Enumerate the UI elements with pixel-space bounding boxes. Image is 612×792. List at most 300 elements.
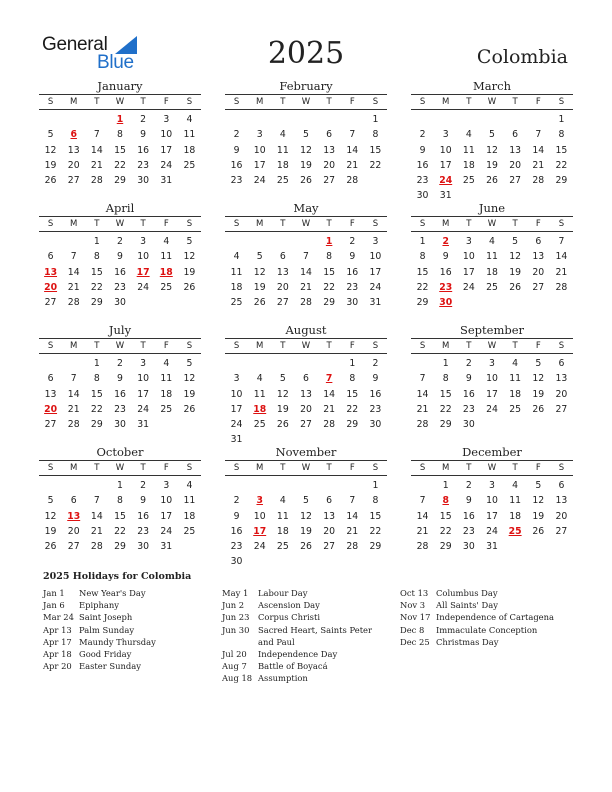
- day-cell: 13: [323, 144, 336, 156]
- month-title: May: [293, 201, 319, 215]
- weekday-label: S: [372, 97, 379, 107]
- day-cell: 20: [323, 159, 336, 171]
- day-cell: 29: [114, 541, 126, 553]
- day-cell: 11: [160, 251, 173, 263]
- holiday-day-cell: 13: [44, 266, 58, 278]
- day-cell: 1: [442, 480, 449, 491]
- month-title: December: [462, 445, 522, 459]
- weekday-label: S: [47, 97, 54, 107]
- day-cell: 16: [416, 159, 429, 171]
- day-cell: 26: [276, 419, 289, 431]
- day-cell: 6: [326, 129, 333, 141]
- holiday-row: [43, 587, 213, 599]
- weekday-label: T: [94, 341, 100, 351]
- holiday-row: [222, 672, 387, 684]
- weekday-label: M: [70, 97, 78, 107]
- month-title: November: [275, 445, 337, 459]
- day-cell: 26: [183, 281, 196, 293]
- day-cell: 8: [117, 129, 123, 141]
- day-empty: [294, 478, 317, 493]
- generalblue-logo[interactable]: [42, 34, 142, 72]
- day-cell: 23: [114, 281, 126, 293]
- holiday-day-cell: 2: [442, 236, 449, 247]
- weekday-label: M: [442, 97, 450, 107]
- weekday-label: W: [301, 463, 311, 473]
- weekday-label: W: [115, 97, 125, 107]
- day-grid: [411, 234, 573, 310]
- day-cell: 16: [137, 144, 150, 156]
- day-cell: 15: [369, 510, 382, 522]
- day-cell: 8: [349, 373, 356, 385]
- day-cell: 9: [140, 495, 147, 507]
- weekday-label: T: [466, 463, 472, 473]
- day-empty: [85, 112, 108, 127]
- day-cell: 22: [323, 281, 336, 293]
- holiday-day-cell: 17: [253, 525, 267, 537]
- day-cell: 31: [486, 541, 498, 553]
- day-cell: 22: [369, 159, 382, 171]
- day-empty: [225, 234, 248, 249]
- day-cell: 16: [369, 388, 382, 400]
- day-cell: 20: [532, 266, 545, 278]
- day-cell: 16: [346, 266, 359, 278]
- day-cell: 22: [90, 403, 103, 415]
- holiday-day-cell: 30: [439, 297, 453, 309]
- weekday-header: [411, 338, 573, 354]
- day-grid: [225, 478, 387, 570]
- page-header: [0, 0, 612, 80]
- weekday-header: [39, 460, 201, 476]
- day-cell: 4: [279, 495, 286, 507]
- calendar-country: Colombia: [476, 46, 568, 68]
- weekday-label: M: [256, 97, 264, 107]
- day-cell: 18: [509, 510, 522, 522]
- weekday-header: [411, 216, 573, 232]
- day-cell: 31: [160, 541, 173, 553]
- day-cell: 12: [532, 373, 545, 385]
- day-cell: 1: [372, 114, 379, 125]
- months-grid: [39, 79, 574, 568]
- day-cell: 19: [253, 281, 266, 293]
- day-cell: 5: [535, 480, 542, 491]
- day-cell: 6: [303, 373, 309, 385]
- day-cell: 13: [555, 495, 568, 507]
- holiday-row: [222, 648, 387, 660]
- holiday-date: Jul 20: [222, 649, 247, 660]
- day-cell: 11: [509, 495, 522, 507]
- day-empty: [85, 478, 108, 493]
- day-cell: 7: [303, 251, 309, 263]
- holiday-name: Battle of Boyacá: [258, 661, 328, 672]
- day-cell: 19: [300, 159, 312, 171]
- weekday-label: W: [301, 97, 311, 107]
- day-cell: 24: [486, 403, 498, 415]
- day-cell: 11: [183, 129, 196, 141]
- day-cell: 1: [349, 358, 356, 369]
- day-cell: 23: [137, 525, 150, 537]
- holiday-row: [222, 611, 387, 623]
- month-title: September: [459, 323, 525, 337]
- holiday-list-title: 2025 Holidays for Colombia: [43, 571, 192, 582]
- day-empty: [225, 478, 248, 493]
- holiday-column: [222, 587, 387, 685]
- day-empty: [62, 234, 85, 249]
- day-cell: 30: [346, 297, 359, 309]
- day-cell: 9: [117, 251, 123, 263]
- day-cell: 9: [140, 129, 147, 141]
- day-cell: 15: [439, 510, 452, 522]
- holiday-row: [400, 624, 580, 636]
- day-cell: 6: [47, 373, 54, 385]
- weekday-label: W: [487, 463, 497, 473]
- day-grid: [225, 356, 387, 448]
- day-cell: 20: [300, 403, 312, 415]
- day-cell: 26: [532, 403, 545, 415]
- month-title: March: [473, 79, 511, 93]
- day-empty: [318, 356, 341, 371]
- day-cell: 11: [230, 266, 243, 278]
- weekday-label: M: [256, 219, 264, 229]
- weekday-label: T: [466, 219, 472, 229]
- month-july: [39, 323, 201, 432]
- day-cell: 17: [486, 388, 498, 400]
- day-cell: 25: [230, 297, 243, 309]
- day-cell: 24: [160, 525, 173, 537]
- weekday-label: F: [349, 463, 355, 473]
- day-cell: 10: [486, 373, 498, 385]
- day-cell: 26: [253, 297, 266, 309]
- weekday-label: T: [280, 219, 286, 229]
- day-cell: 8: [326, 251, 333, 263]
- day-cell: 10: [253, 510, 266, 522]
- day-cell: 10: [369, 251, 382, 263]
- weekday-header: [225, 94, 387, 110]
- holiday-row: [400, 636, 580, 648]
- day-cell: 18: [486, 266, 498, 278]
- month-august: [225, 323, 387, 448]
- weekday-label: T: [326, 97, 332, 107]
- day-cell: 2: [349, 236, 356, 247]
- day-cell: 14: [67, 388, 80, 400]
- day-empty: [457, 112, 480, 127]
- weekday-label: T: [94, 463, 100, 473]
- day-cell: 19: [532, 510, 545, 522]
- day-cell: 10: [486, 495, 498, 507]
- logo-text-blue: Blue: [97, 52, 134, 73]
- weekday-label: T: [280, 341, 286, 351]
- holiday-list: [43, 571, 583, 684]
- day-cell: 1: [117, 480, 123, 491]
- day-empty: [411, 356, 434, 371]
- holiday-date: Jan 1: [43, 588, 65, 598]
- day-cell: 20: [323, 525, 336, 537]
- day-cell: 18: [462, 159, 475, 171]
- day-cell: 6: [512, 129, 519, 141]
- day-cell: 2: [117, 358, 123, 369]
- day-cell: 3: [163, 114, 170, 125]
- day-cell: 17: [230, 403, 243, 415]
- day-cell: 28: [67, 297, 80, 309]
- day-cell: 4: [256, 373, 263, 385]
- day-cell: 24: [253, 541, 266, 553]
- month-december: [411, 445, 573, 554]
- month-title: June: [478, 201, 506, 215]
- day-cell: 9: [117, 373, 123, 385]
- day-cell: 24: [137, 403, 150, 415]
- day-cell: 6: [326, 495, 333, 507]
- holiday-name: Ascension Day: [258, 600, 320, 611]
- day-cell: 19: [509, 266, 522, 278]
- day-cell: 9: [442, 251, 449, 263]
- holiday-date: Dec 25: [400, 636, 430, 647]
- weekday-header: [225, 338, 387, 354]
- holiday-name: Epiphany: [79, 600, 120, 611]
- day-cell: 14: [416, 388, 429, 400]
- day-cell: 4: [163, 236, 170, 247]
- day-cell: 1: [93, 358, 100, 369]
- day-cell: 23: [114, 403, 126, 415]
- day-cell: 31: [137, 419, 150, 431]
- day-cell: 25: [276, 175, 289, 187]
- month-title: August: [285, 323, 327, 337]
- month-title: February: [279, 79, 333, 93]
- day-cell: 22: [439, 403, 452, 415]
- day-cell: 14: [346, 510, 359, 522]
- day-cell: 14: [67, 266, 80, 278]
- month-title: October: [96, 445, 144, 459]
- day-cell: 31: [160, 175, 173, 187]
- day-cell: 2: [419, 129, 426, 141]
- holiday-date: May 1: [222, 588, 249, 598]
- day-cell: 5: [535, 358, 542, 369]
- day-grid: [411, 356, 573, 432]
- day-cell: 5: [512, 236, 519, 247]
- holiday-date: Dec 8: [400, 624, 425, 635]
- day-cell: 25: [276, 541, 289, 553]
- day-cell: 28: [346, 175, 359, 187]
- day-cell: 26: [300, 175, 312, 187]
- day-cell: 2: [233, 129, 240, 141]
- day-cell: 28: [67, 419, 80, 431]
- day-cell: 22: [114, 525, 126, 537]
- day-cell: 1: [442, 358, 449, 369]
- holiday-row: [222, 599, 387, 611]
- month-title: January: [97, 79, 143, 93]
- weekday-label: F: [163, 219, 169, 229]
- day-empty: [434, 112, 457, 127]
- day-cell: 3: [489, 358, 495, 369]
- day-cell: 12: [44, 510, 57, 522]
- holiday-row: [43, 611, 213, 623]
- holiday-name: Good Friday: [79, 649, 132, 660]
- weekday-label: S: [558, 341, 565, 351]
- weekday-label: F: [349, 219, 355, 229]
- day-cell: 23: [462, 403, 475, 415]
- day-cell: 15: [90, 388, 103, 400]
- day-cell: 25: [183, 159, 196, 171]
- day-cell: 19: [183, 388, 196, 400]
- day-empty: [39, 478, 62, 493]
- holiday-row: [43, 660, 213, 672]
- day-cell: 12: [253, 266, 266, 278]
- holiday-day-cell: 20: [44, 281, 58, 293]
- day-cell: 29: [439, 541, 452, 553]
- holiday-name: Independence Day: [258, 649, 338, 660]
- day-cell: 3: [233, 373, 240, 385]
- weekday-label: T: [140, 341, 146, 351]
- day-cell: 23: [137, 159, 150, 171]
- day-cell: 23: [462, 525, 475, 537]
- weekday-label: T: [326, 463, 332, 473]
- weekday-label: M: [442, 341, 450, 351]
- day-cell: 7: [93, 495, 100, 507]
- day-empty: [39, 356, 62, 371]
- holiday-column: [400, 587, 580, 648]
- day-empty: [294, 356, 317, 371]
- day-cell: 17: [160, 144, 173, 156]
- weekday-label: M: [70, 341, 78, 351]
- holiday-row: [400, 599, 580, 611]
- day-cell: 13: [323, 510, 336, 522]
- weekday-label: S: [47, 341, 54, 351]
- day-cell: 5: [303, 129, 309, 141]
- holiday-day-cell: 13: [67, 510, 81, 522]
- day-cell: 29: [323, 297, 336, 309]
- day-cell: 21: [416, 403, 429, 415]
- day-cell: 2: [465, 480, 472, 491]
- day-cell: 4: [279, 129, 286, 141]
- day-cell: 4: [465, 129, 472, 141]
- day-cell: 24: [253, 175, 266, 187]
- month-january: [39, 79, 201, 188]
- day-cell: 10: [137, 373, 150, 385]
- day-cell: 3: [465, 236, 472, 247]
- day-cell: 20: [67, 525, 80, 537]
- day-cell: 21: [90, 525, 103, 537]
- weekday-header: [411, 460, 573, 476]
- day-cell: 12: [276, 388, 289, 400]
- day-cell: 25: [486, 281, 498, 293]
- day-cell: 19: [532, 388, 545, 400]
- day-cell: 28: [323, 419, 336, 431]
- day-cell: 15: [114, 144, 126, 156]
- weekday-label: M: [70, 219, 78, 229]
- day-empty: [318, 112, 341, 127]
- day-cell: 1: [419, 236, 426, 247]
- day-cell: 2: [465, 358, 472, 369]
- holiday-day-cell: 25: [508, 525, 522, 537]
- holiday-name: All Saints' Day: [436, 600, 498, 611]
- day-cell: 30: [462, 419, 475, 431]
- day-cell: 9: [465, 373, 472, 385]
- day-cell: 10: [137, 251, 150, 263]
- day-cell: 14: [300, 266, 312, 278]
- day-cell: 8: [558, 129, 565, 141]
- day-cell: 9: [419, 144, 426, 156]
- holiday-row: [400, 611, 580, 623]
- day-cell: 15: [416, 266, 429, 278]
- holiday-day-cell: 18: [159, 266, 173, 278]
- day-empty: [248, 234, 271, 249]
- weekday-label: T: [512, 97, 518, 107]
- day-grid: [411, 112, 573, 204]
- day-cell: 5: [186, 236, 193, 247]
- day-cell: 3: [140, 236, 147, 247]
- day-cell: 10: [462, 251, 475, 263]
- weekday-label: S: [186, 97, 193, 107]
- day-cell: 25: [160, 403, 173, 415]
- day-cell: 26: [300, 541, 312, 553]
- day-cell: 24: [137, 281, 150, 293]
- day-cell: 3: [442, 129, 449, 141]
- day-empty: [62, 356, 85, 371]
- day-cell: 17: [462, 266, 475, 278]
- holiday-row: [222, 587, 387, 599]
- day-cell: 18: [276, 525, 289, 537]
- weekday-label: S: [558, 97, 565, 107]
- day-cell: 24: [369, 281, 382, 293]
- day-cell: 26: [44, 541, 57, 553]
- day-cell: 28: [532, 175, 545, 187]
- holiday-date: Jan 6: [43, 600, 65, 611]
- weekday-label: S: [558, 463, 565, 473]
- day-cell: 19: [44, 159, 57, 171]
- holiday-row: [222, 624, 387, 648]
- day-cell: 27: [555, 525, 568, 537]
- weekday-label: M: [442, 463, 450, 473]
- day-cell: 30: [137, 541, 150, 553]
- weekday-label: S: [419, 341, 426, 351]
- month-october: [39, 445, 201, 554]
- weekday-label: S: [372, 219, 379, 229]
- day-cell: 6: [279, 251, 286, 263]
- day-grid: [39, 112, 201, 188]
- day-cell: 17: [137, 388, 150, 400]
- day-cell: 12: [300, 510, 312, 522]
- day-cell: 2: [372, 358, 379, 369]
- day-cell: 26: [44, 175, 57, 187]
- day-empty: [271, 112, 294, 127]
- holiday-day-cell: 6: [70, 129, 77, 141]
- weekday-label: T: [512, 463, 518, 473]
- day-cell: 11: [276, 144, 289, 156]
- day-empty: [62, 112, 85, 127]
- holiday-name: Saint Joseph: [79, 612, 133, 623]
- day-cell: 24: [486, 525, 498, 537]
- day-cell: 12: [183, 251, 196, 263]
- holiday-row: [43, 624, 213, 636]
- weekday-label: S: [558, 219, 565, 229]
- weekday-label: F: [535, 341, 541, 351]
- day-cell: 25: [183, 525, 196, 537]
- weekday-label: S: [186, 219, 193, 229]
- holiday-date: Jun 2: [222, 600, 245, 611]
- day-empty: [504, 112, 527, 127]
- weekday-label: F: [163, 463, 169, 473]
- day-cell: 6: [558, 480, 565, 491]
- day-cell: 10: [439, 144, 452, 156]
- holiday-name: Maundy Thursday: [79, 636, 156, 647]
- day-cell: 8: [442, 373, 449, 385]
- day-cell: 5: [303, 495, 309, 507]
- weekday-label: S: [372, 463, 379, 473]
- day-cell: 14: [90, 144, 103, 156]
- holiday-name: Labour Day: [258, 588, 308, 598]
- day-cell: 27: [300, 419, 312, 431]
- day-cell: 16: [462, 388, 475, 400]
- day-cell: 16: [439, 266, 452, 278]
- weekday-label: T: [94, 219, 100, 229]
